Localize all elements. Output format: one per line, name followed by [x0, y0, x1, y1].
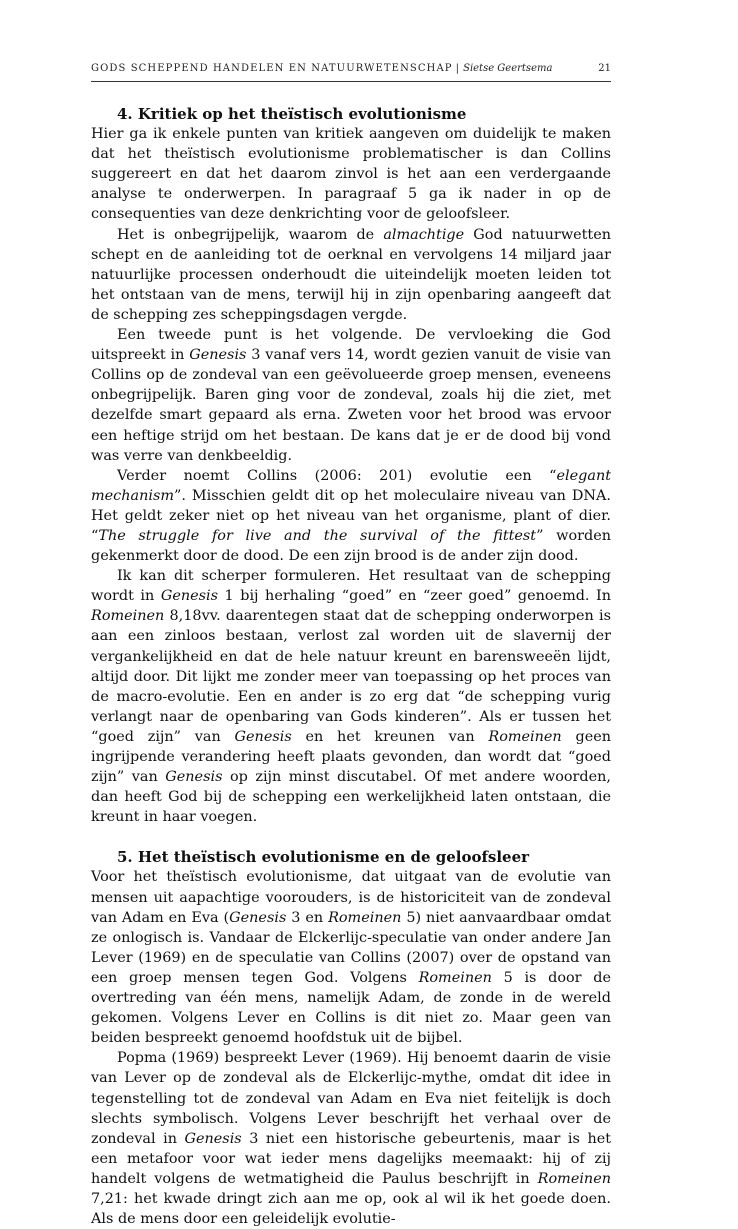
running-head [91, 63, 611, 79]
section-gap [91, 827, 611, 847]
author-name: Sietse Geertsema [463, 63, 553, 74]
section-4-paragraph-2: Het is onbegrijpelijk, waarom de almachtige God natuurwetten schept en de aanleiding tot de oerknal en vervolgens 14 miljard jaar natuurlijke processen onderhoudt die uiteindelijk moeten leiden tot het ontstaan van de mens, terwijl hij in zijn openbaring aangeeft dat de schepping zes scheppingsdagen vergde. [91, 226, 611, 323]
page-body [91, 104, 611, 1229]
section-4-paragraph-1: Hier ga ik enkele punten van kritiek aangeven om duidelijk te maken dat het theïstisch evolutionisme problematischer is dan Collins suggereert en dat het daarom zinvol is het aan een verdergaande analyse te onderwerpen. In paragraaf 5 ga ik nader in op de consequenties van deze denkrichting voor de geloofsleer. [91, 126, 611, 223]
section-4-paragraph-5: Ik kan dit scherper formuleren. Het resultaat van de schepping wordt in Genesis 1 bij herhaling “goed” en “zeer goed” genoemd. In Romeinen 8,18vv. daarentegen staat dat de schepping onderworpen is aan een zinloos bestaan, verlost zal worden uit de slavernij der vergankelijkheid en dat de hele natuur kreunt en barensweeën lijdt, altijd door. Dit lijkt me zonder meer van toepassing op het proces van de macro-evolutie. Een en ander is zo erg dat “de schepping vurig verlangt naar de openbaring van Gods kinderen”. Als er tussen het “goed zijn” van Genesis en het kreunen van Romeinen geen ingrijpende verandering heeft plaats gevonden, dan wordt dat “goed zijn” van Genesis op zijn minst discutabel. Of met andere woorden, dan heeft God bij de schepping een werkelijkheid laten ontstaan, die kreunt in haar voegen. [91, 568, 611, 826]
section-5-heading: 5. Het theïstisch evolutionisme en de geloofsleer [117, 848, 530, 867]
page-number: 21 [598, 63, 611, 74]
series-title: GODS SCHEPPEND HANDELEN EN NATUURWETENSCHAP [91, 63, 453, 74]
section-5-paragraph-2: Popma (1969) bespreekt Lever (1969). Hij benoemt daarin de visie van Lever op de zondeval als de Elckerlijc-mythe, omdat dit idee in tegenstelling tot de zondeval van Adam en Eva niet feitelijk is doch slechts symbolisch. Volgens Lever beschrijft het verhaal over de zondeval in Genesis 3 niet een historische gebeurtenis, maar is het een metafoor voor wat ieder mens dagelijks meemaakt: hij of zij handelt volgens de wetmatigheid die Paulus beschrijft in Romeinen 7,21: het kwade dringt zich aan me op, ook al wil ik het goede doen. Als de mens door een geleidelijk evolutie- [91, 1050, 612, 1228]
section-5-paragraph-1: Voor het theïstisch evolutionisme, dat uitgaat van de evolutie van mensen uit aapachtige voorouders, is de historiciteit van de zondeval van Adam en Eva (Genesis 3 en Romeinen 5) niet aanvaardbaar omdat ze onlogisch is. Vandaar de Elckerlijc-speculatie van onder andere Jan Lever (1969) en de speculatie van Collins (2007) over de opstand van een groep mensen tegen God. Volgens Romeinen 5 is door de overtreding van één mens, namelijk Adam, de zonde in de wereld gekomen. Volgens Lever en Collins is dit niet zo. Maar geen van beiden bespreekt genoemd hoofdstuk uit de bijbel. [91, 869, 611, 1047]
header-rule [91, 81, 611, 82]
section-4-paragraph-4: Verder noemt Collins (2006: 201) evolutie een “elegant mechanism”. Misschien geldt dit op het moleculaire niveau van DNA. Het geldt zeker niet op het niveau van het organisme, plant of dier. “The struggle for live and the survival of the fittest” worden gekenmerkt door de dood. De een zijn brood is de ander zijn dood. [91, 467, 611, 565]
section-4-paragraph-3: Een tweede punt is het volgende. De vervloeking die God uitspreekt in Genesis 3 vanaf vers 14, wordt gezien vanuit de visie van Collins op de zondeval van een geëvolueerde groep mensen, eveneens onbegrijpelijk. Baren ging voor de zondeval, zoals hij die ziet, met dezelfde smart gepaard als erna. Zweten voor het brood was ervoor een heftige strijd om het bestaan. De kans dat je er de dood bij vond was verre van denkbeeldig. [91, 327, 611, 464]
header-separator: | [455, 63, 461, 74]
section-4-heading: 4. Kritiek op het theïstisch evolutionisme [117, 105, 467, 123]
